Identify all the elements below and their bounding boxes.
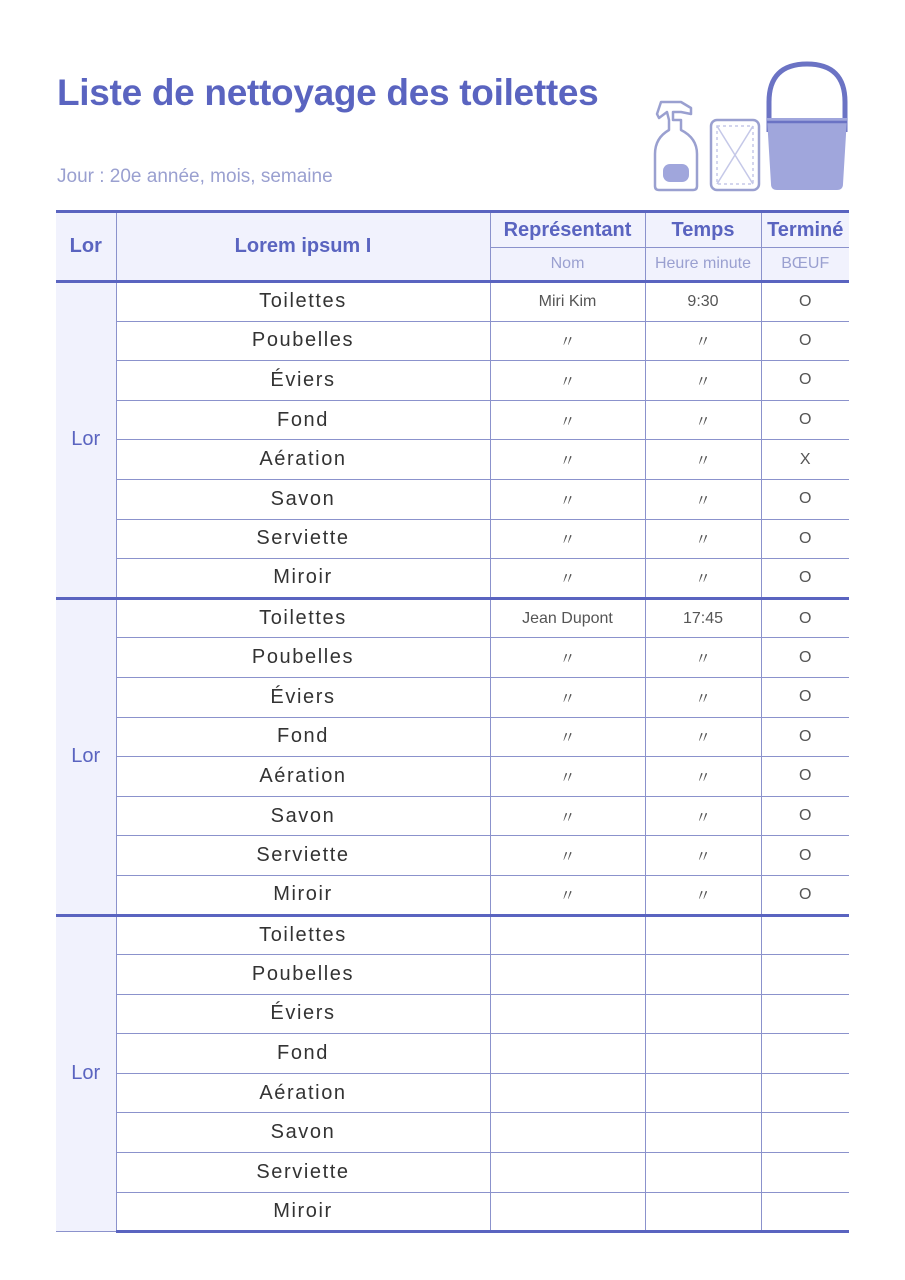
task-cell: Éviers [116,677,490,717]
task-cell: Serviette [116,836,490,876]
representative-cell: Jean Dupont [490,598,645,638]
header-time: Temps [645,212,761,248]
table-row [56,955,849,995]
task-cell: Éviers [116,361,490,401]
time-cell: 〃 [645,400,761,440]
task-cell: Savon [116,479,490,519]
page-title: Liste de nettoyage des toilettes [57,72,599,113]
time-cell: 〃 [645,361,761,401]
task-cell: Toilettes [116,915,490,955]
table-row [56,479,849,519]
table-row [56,836,849,876]
done-cell: O [761,598,849,638]
table-row [56,598,849,638]
table-group [56,915,849,1232]
table-row [56,321,849,361]
representative-cell: 〃 [490,479,645,519]
done-cell [761,1153,849,1193]
task-cell: Miroir [116,559,490,599]
header-task: Lorem ipsum I [116,212,490,282]
table-row [56,519,849,559]
table-row [56,796,849,836]
time-cell: 〃 [645,479,761,519]
group-label: Lor [56,915,116,1232]
time-cell: 〃 [645,559,761,599]
header-done: Terminé [761,212,849,248]
table-group [56,598,849,915]
done-cell [761,1192,849,1232]
done-cell: O [761,361,849,401]
group-label: Lor [56,282,116,599]
done-cell: O [761,875,849,915]
time-cell: 〃 [645,717,761,757]
done-cell: O [761,677,849,717]
representative-cell: 〃 [490,519,645,559]
representative-cell [490,1153,645,1193]
task-cell: Fond [116,717,490,757]
table-row [56,361,849,401]
table-row [56,915,849,955]
spray-bottle-icon [655,102,697,190]
time-cell [645,1153,761,1193]
done-cell: O [761,400,849,440]
task-cell: Serviette [116,1153,490,1193]
task-cell: Aération [116,1073,490,1113]
time-cell: 〃 [645,836,761,876]
task-cell: Fond [116,1034,490,1074]
time-cell: 9:30 [645,282,761,322]
header-representative: Représentant [490,212,645,248]
done-cell [761,1073,849,1113]
representative-cell: 〃 [490,875,645,915]
done-cell: O [761,321,849,361]
table-row [56,677,849,717]
time-cell: 17:45 [645,598,761,638]
representative-cell: 〃 [490,757,645,797]
task-cell: Éviers [116,994,490,1034]
representative-cell: 〃 [490,717,645,757]
table-row [56,282,849,322]
done-cell [761,1113,849,1153]
header-done-sub: BŒUF [761,248,849,282]
representative-cell: 〃 [490,559,645,599]
task-cell: Fond [116,400,490,440]
table-row [56,875,849,915]
done-cell [761,994,849,1034]
table-group [56,282,849,599]
representative-cell: 〃 [490,638,645,678]
group-label: Lor [56,598,116,915]
task-cell: Savon [116,796,490,836]
time-cell: 〃 [645,677,761,717]
representative-cell: 〃 [490,836,645,876]
representative-cell [490,1192,645,1232]
representative-cell: 〃 [490,361,645,401]
task-cell: Toilettes [116,598,490,638]
time-cell [645,1192,761,1232]
table-row [56,1073,849,1113]
time-cell [645,1113,761,1153]
representative-cell [490,994,645,1034]
task-cell: Savon [116,1113,490,1153]
done-cell: X [761,440,849,480]
representative-cell: 〃 [490,321,645,361]
table-row [56,1192,849,1232]
time-cell: 〃 [645,875,761,915]
representative-cell [490,1034,645,1074]
header-representative-sub: Nom [490,248,645,282]
time-cell: 〃 [645,519,761,559]
representative-cell: Miri Kim [490,282,645,322]
representative-cell [490,955,645,995]
done-cell: O [761,717,849,757]
time-cell: 〃 [645,796,761,836]
representative-cell [490,915,645,955]
table-row [56,400,849,440]
table-row [56,994,849,1034]
done-cell [761,1034,849,1074]
done-cell: O [761,796,849,836]
table-row [56,717,849,757]
representative-cell: 〃 [490,796,645,836]
representative-cell [490,1113,645,1153]
time-cell: 〃 [645,638,761,678]
task-cell: Miroir [116,1192,490,1232]
task-cell: Poubelles [116,638,490,678]
task-cell: Serviette [116,519,490,559]
done-cell: O [761,479,849,519]
table-row [56,1034,849,1074]
date-line: Jour : 20e année, mois, semaine [57,166,333,187]
table-row [56,440,849,480]
done-cell [761,955,849,995]
bucket-icon [767,64,847,190]
representative-cell [490,1073,645,1113]
done-cell: O [761,282,849,322]
done-cell [761,915,849,955]
time-cell [645,994,761,1034]
time-cell: 〃 [645,321,761,361]
representative-cell: 〃 [490,440,645,480]
representative-cell: 〃 [490,400,645,440]
time-cell [645,915,761,955]
done-cell: O [761,559,849,599]
done-cell: O [761,836,849,876]
done-cell: O [761,638,849,678]
task-cell: Toilettes [116,282,490,322]
time-cell [645,955,761,995]
header-time-sub: Heure minute [645,248,761,282]
task-cell: Aération [116,757,490,797]
table-row [56,757,849,797]
table-row [56,1153,849,1193]
task-cell: Poubelles [116,955,490,995]
time-cell [645,1073,761,1113]
sponge-icon [711,120,759,190]
table-row [56,559,849,599]
table-row [56,638,849,678]
cleaning-table [56,210,849,1233]
table-row [56,1113,849,1153]
done-cell: O [761,757,849,797]
time-cell [645,1034,761,1074]
cleaning-supplies-illustration [645,58,855,198]
task-cell: Poubelles [116,321,490,361]
representative-cell: 〃 [490,677,645,717]
task-cell: Aération [116,440,490,480]
header-group: Lor [56,212,116,282]
done-cell: O [761,519,849,559]
time-cell: 〃 [645,440,761,480]
task-cell: Miroir [116,875,490,915]
time-cell: 〃 [645,757,761,797]
